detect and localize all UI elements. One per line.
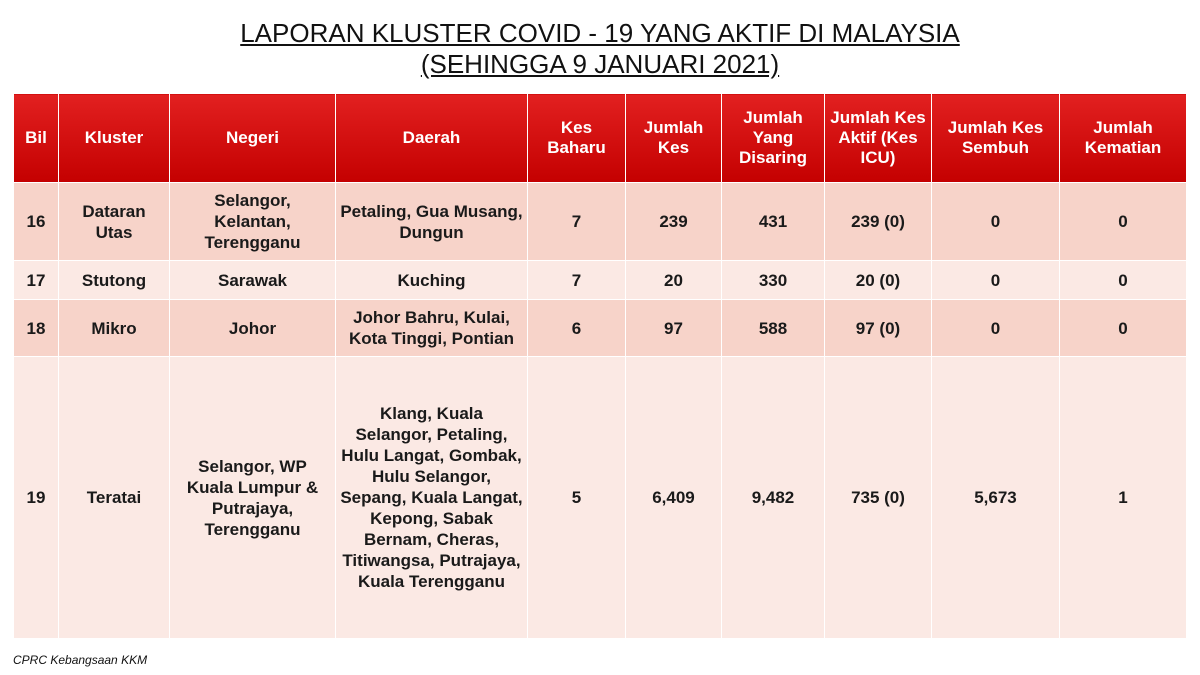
cell-daerah: Klang, Kuala Selangor, Petaling, Hulu Langat, Gombak, Hulu Selangor, Sepang, Kuala Langat, Kepong, Sabak Bernam, Cheras, Titiwangsa, Putrajaya, Kuala Terengganu — [336, 357, 528, 639]
header-kluster: Kluster — [59, 94, 170, 183]
cell-kematian: 1 — [1060, 357, 1187, 639]
source-footer: CPRC Kebangsaan KKM — [13, 653, 148, 667]
cell-jumlah-kes: 239 — [626, 183, 722, 261]
table-header-row — [14, 94, 1187, 183]
table-row — [14, 300, 1187, 357]
table-row — [14, 357, 1187, 639]
cell-kematian: 0 — [1060, 261, 1187, 300]
header-kes-baharu: Kes Baharu — [528, 94, 626, 183]
report-title — [0, 18, 1200, 80]
cell-kluster: Stutong — [59, 261, 170, 300]
cell-kes-baharu: 6 — [528, 300, 626, 357]
cell-kes-baharu: 7 — [528, 261, 626, 300]
cell-jumlah-kes: 6,409 — [626, 357, 722, 639]
cell-kes-sembuh: 0 — [932, 261, 1060, 300]
cell-kluster: Mikro — [59, 300, 170, 357]
cell-kes-aktif: 97 (0) — [825, 300, 932, 357]
cell-kes-baharu: 5 — [528, 357, 626, 639]
cell-kematian: 0 — [1060, 183, 1187, 261]
cell-negeri: Selangor, Kelantan, Terengganu — [170, 183, 336, 261]
cell-bil: 19 — [14, 357, 59, 639]
header-kes-aktif: Jumlah Kes Aktif (Kes ICU) — [825, 94, 932, 183]
header-jumlah-kes: Jumlah Kes — [626, 94, 722, 183]
cell-negeri: Selangor, WP Kuala Lumpur & Putrajaya, Terengganu — [170, 357, 336, 639]
cell-kes-aktif: 239 (0) — [825, 183, 932, 261]
table-row — [14, 183, 1187, 261]
cell-bil: 17 — [14, 261, 59, 300]
cell-jumlah-kes: 97 — [626, 300, 722, 357]
cell-jumlah-disaring: 330 — [722, 261, 825, 300]
header-kes-sembuh: Jumlah Kes Sembuh — [932, 94, 1060, 183]
header-jumlah-disaring: Jumlah Yang Disaring — [722, 94, 825, 183]
cell-bil: 18 — [14, 300, 59, 357]
cell-daerah: Petaling, Gua Musang, Dungun — [336, 183, 528, 261]
cell-daerah: Kuching — [336, 261, 528, 300]
cell-negeri: Sarawak — [170, 261, 336, 300]
header-kematian: Jumlah Kematian — [1060, 94, 1187, 183]
cell-jumlah-kes: 20 — [626, 261, 722, 300]
cell-jumlah-disaring: 431 — [722, 183, 825, 261]
cell-negeri: Johor — [170, 300, 336, 357]
header-negeri: Negeri — [170, 94, 336, 183]
cell-kes-sembuh: 0 — [932, 300, 1060, 357]
cell-jumlah-disaring: 588 — [722, 300, 825, 357]
header-daerah: Daerah — [336, 94, 528, 183]
cell-kes-sembuh: 5,673 — [932, 357, 1060, 639]
cell-kluster: Dataran Utas — [59, 183, 170, 261]
cell-kes-baharu: 7 — [528, 183, 626, 261]
cell-kematian: 0 — [1060, 300, 1187, 357]
cluster-table — [13, 93, 1187, 639]
cell-kluster: Teratai — [59, 357, 170, 639]
cell-kes-aktif: 20 (0) — [825, 261, 932, 300]
cell-daerah: Johor Bahru, Kulai, Kota Tinggi, Pontian — [336, 300, 528, 357]
cell-kes-sembuh: 0 — [932, 183, 1060, 261]
cell-kes-aktif: 735 (0) — [825, 357, 932, 639]
title-line-1: LAPORAN KLUSTER COVID - 19 YANG AKTIF DI MALAYSIA — [240, 18, 960, 48]
cell-bil: 16 — [14, 183, 59, 261]
title-line-2: (SEHINGGA 9 JANUARI 2021) — [420, 49, 780, 79]
cell-jumlah-disaring: 9,482 — [722, 357, 825, 639]
table-row — [14, 261, 1187, 300]
header-bil: Bil — [14, 94, 59, 183]
